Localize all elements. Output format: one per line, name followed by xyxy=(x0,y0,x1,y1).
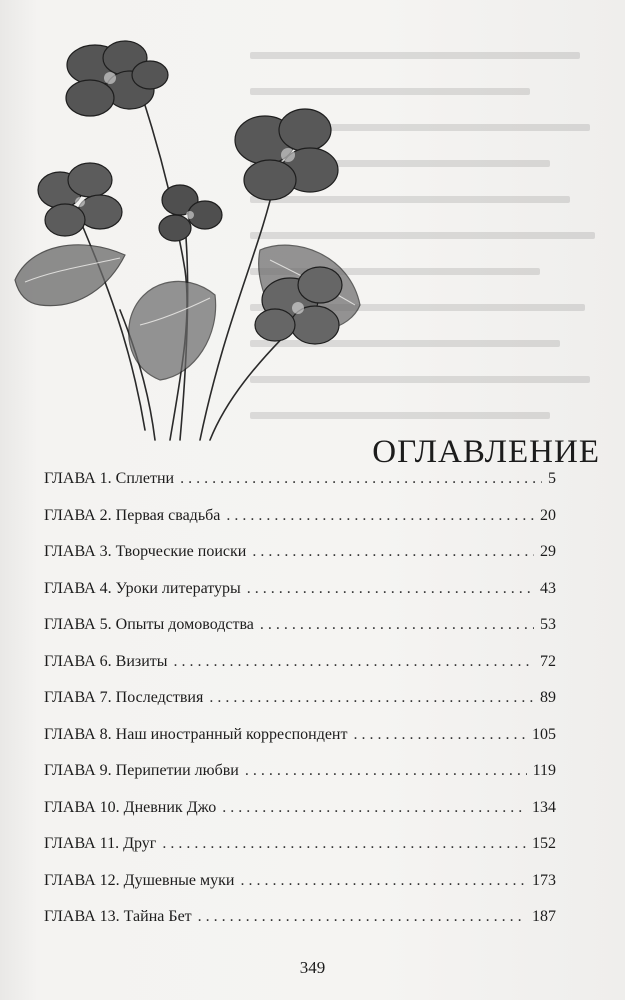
dot-leader xyxy=(180,470,542,488)
toc-entry-title: ГЛАВА 8. Наш иностранный корреспондент xyxy=(44,725,348,743)
toc-entry[interactable] xyxy=(44,616,556,653)
toc-entry-page: 29 xyxy=(540,543,556,560)
toc-entry-title: ГЛАВА 10. Дневник Джо xyxy=(44,798,217,816)
toc-entry-title: ГЛАВА 3. Творческие поиски xyxy=(44,543,247,560)
toc-entry-title: ГЛАВА 7. Последствия xyxy=(44,689,204,706)
toc-entry[interactable] xyxy=(44,762,556,799)
dot-leader xyxy=(162,835,526,853)
dot-leader xyxy=(209,689,534,707)
toc-entry[interactable] xyxy=(44,507,556,544)
toc-entry-title: ГЛАВА 2. Первая свадьба xyxy=(44,506,221,524)
toc-entry-page: 134 xyxy=(532,798,556,816)
toc-entry-title: ГЛАВА 1. Сплетни xyxy=(44,470,175,487)
dot-leader xyxy=(222,799,526,817)
violets-illustration xyxy=(10,20,370,450)
toc-entry[interactable] xyxy=(44,726,556,763)
toc-entry[interactable] xyxy=(44,470,556,507)
toc-entry[interactable] xyxy=(44,872,556,909)
toc-entry-page: 53 xyxy=(540,616,556,633)
page-number: 349 xyxy=(299,958,326,977)
toc-entry[interactable] xyxy=(44,653,556,690)
dot-leader xyxy=(226,507,534,525)
dot-leader xyxy=(245,762,527,780)
toc-entry-title: ГЛАВА 4. Уроки литературы xyxy=(44,579,241,597)
dot-leader xyxy=(240,872,526,890)
toc-entry[interactable] xyxy=(44,908,556,945)
toc-entry-title: ГЛАВА 9. Перипетии любви xyxy=(44,762,239,779)
dot-leader xyxy=(247,580,534,598)
toc-entry[interactable] xyxy=(44,835,556,872)
toc-entry[interactable] xyxy=(44,580,556,617)
dot-leader xyxy=(174,653,534,671)
toc-entry-title: ГЛАВА 12. Душевные муки xyxy=(44,871,235,889)
toc-entry-page: 173 xyxy=(532,871,556,889)
dot-leader xyxy=(353,726,526,744)
toc-entry-title: ГЛАВА 6. Визиты xyxy=(44,652,168,670)
toc-entry-title: ГЛАВА 5. Опыты домоводства xyxy=(44,616,254,633)
toc-entry-page: 72 xyxy=(540,652,556,670)
toc-entry-title: ГЛАВА 11. Друг xyxy=(44,835,157,852)
dot-leader xyxy=(198,908,526,926)
toc-entry-page: 89 xyxy=(540,689,556,706)
toc-entry-page: 20 xyxy=(540,506,556,524)
toc-entry-title: ГЛАВА 13. Тайна Бет xyxy=(44,908,192,925)
toc-entry-page: 152 xyxy=(532,835,556,852)
toc-entry[interactable] xyxy=(44,799,556,836)
toc-entry-page: 5 xyxy=(548,470,556,487)
table-of-contents xyxy=(44,470,556,945)
page-title: ОГЛАВЛЕНИЕ xyxy=(372,434,600,471)
toc-entry-page: 119 xyxy=(532,762,556,779)
toc-entry[interactable] xyxy=(44,543,556,580)
dot-leader xyxy=(252,543,534,561)
toc-entry[interactable] xyxy=(44,689,556,726)
toc-entry-page: 43 xyxy=(540,579,556,597)
toc-entry-page: 105 xyxy=(532,725,556,743)
toc-entry-page: 187 xyxy=(532,908,556,925)
dot-leader xyxy=(260,616,534,634)
